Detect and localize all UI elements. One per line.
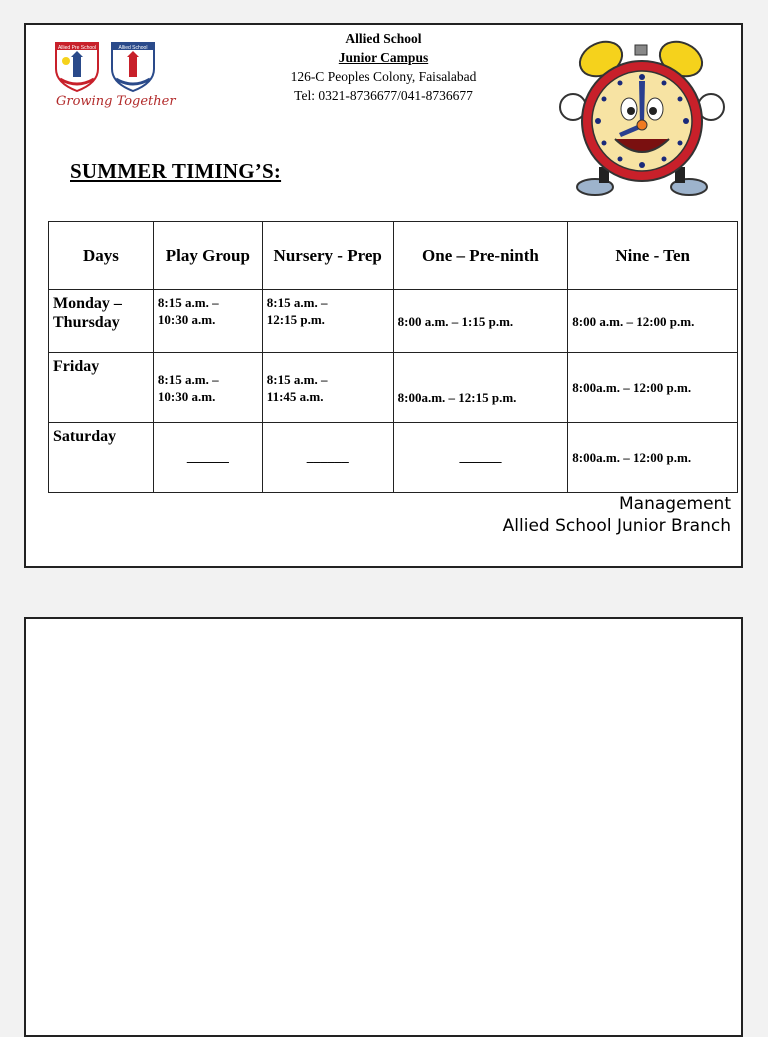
time-text: 10:30 a.m. <box>157 312 216 327</box>
time-cell: 8:00 a.m. – 1:15 p.m. <box>393 290 568 353</box>
header-nine-ten: Nine - Ten <box>568 222 738 290</box>
time-cell: 8:00a.m. – 12:00 p.m. <box>568 423 738 493</box>
time-text: 12:15 p.m. <box>266 312 325 327</box>
school-name: Allied School <box>345 31 422 46</box>
header-days: Days <box>49 222 154 290</box>
time-text: 11:45 a.m. <box>266 388 324 404</box>
campus-name: Junior Campus <box>338 50 429 65</box>
day-label: Thursday <box>53 314 120 331</box>
time-cell <box>153 290 262 353</box>
logo-right-text: Allied School <box>118 45 148 51</box>
time-text: 8:15 a.m. – <box>266 371 328 387</box>
school-address: 126-C Peoples Colony, Faisalabad <box>290 69 477 84</box>
blank-card <box>24 617 743 1037</box>
header-nursery-prep: Nursery - Prep <box>262 222 393 290</box>
alarm-clock-icon <box>559 37 725 203</box>
timing-table <box>48 221 738 493</box>
time-text: 8:15 a.m. – <box>157 371 219 387</box>
header-play-group: Play Group <box>153 222 262 290</box>
header-one-pre-ninth: One – Pre-ninth <box>393 222 568 290</box>
logo-left-text: Allied Pre School <box>57 45 97 51</box>
empty-cell: ______ <box>393 423 568 493</box>
footer-management: Management <box>619 494 731 514</box>
page-title: SUMMER TIMING’S: <box>70 159 282 183</box>
empty-cell: ______ <box>262 423 393 493</box>
time-cell: 8:00 a.m. – 12:00 p.m. <box>568 290 738 353</box>
table-row <box>49 423 738 493</box>
day-cell: Friday <box>49 353 154 423</box>
time-text: 8:15 a.m. – <box>157 295 219 310</box>
time-cell <box>153 353 262 423</box>
day-cell <box>49 290 154 353</box>
day-cell: Saturday <box>49 423 154 493</box>
table-row <box>49 353 738 423</box>
footer-branch: Allied School Junior Branch <box>502 516 731 536</box>
time-cell: 8:00a.m. – 12:15 p.m. <box>393 353 568 423</box>
day-label: Monday – <box>53 295 122 312</box>
school-tagline: Growing Together <box>56 94 176 109</box>
management-signature <box>503 493 731 537</box>
empty-cell: ______ <box>153 423 262 493</box>
table-header-row <box>49 222 738 290</box>
time-cell <box>262 353 393 423</box>
time-cell: 8:00a.m. – 12:00 p.m. <box>568 353 738 423</box>
time-text: 10:30 a.m. <box>157 388 216 404</box>
school-phone: Tel: 0321-8736677/041-8736677 <box>294 88 473 103</box>
time-cell <box>262 290 393 353</box>
table-row <box>49 290 738 353</box>
time-text: 8:15 a.m. – <box>266 295 328 310</box>
timing-notice-card <box>24 23 743 568</box>
